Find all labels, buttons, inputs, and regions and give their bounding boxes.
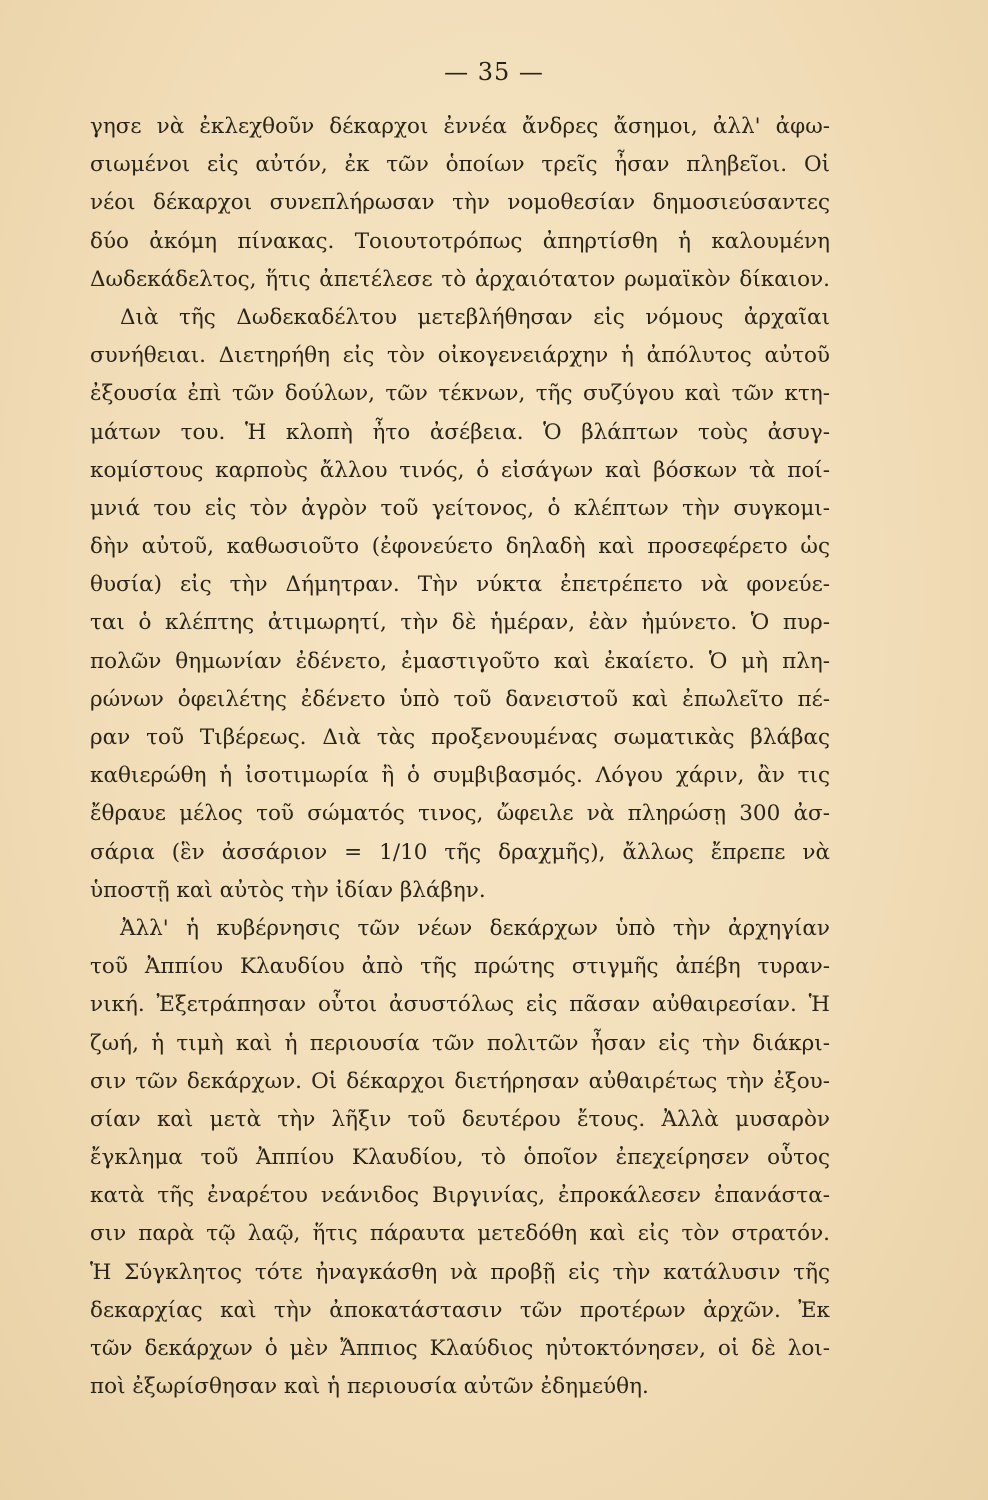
text-line: πολῶν θημωνίαν ἐδένετο, ἐμαστιγοῦτο καὶ ἐκαίετο. Ὁ μὴ πλη- — [90, 648, 830, 674]
text-line: σίαν καὶ μετὰ τὴν λῆξιν τοῦ δευτέρου ἔτους. Ἀλλὰ μυσαρὸν — [90, 1106, 830, 1132]
text-line: νέοι δέκαρχοι συνεπλήρωσαν τὴν νομοθεσίαν δημοσιεύσαντες — [90, 190, 830, 216]
text-line: μάτων του. Ἡ κλοπὴ ἦτο ἀσέβεια. Ὁ βλάπτων τοὺς ἀσυγ- — [90, 419, 830, 445]
text-line: σιν παρὰ τῷ λαῷ, ἥτις πάραυτα μετεδόθη καὶ εἰς τὸν στρατόν. — [90, 1221, 830, 1247]
text-line: Ἡ Σύγκλητος τότε ἠναγκάσθη νὰ προβῇ εἰς τὴν κατάλυσιν τῆς — [90, 1259, 830, 1285]
text-line: ἔγκλημα τοῦ Ἀππίου Κλαυδίου, τὸ ὁποῖον ἐπεχείρησεν οὗτος — [90, 1145, 830, 1171]
text-line: ὑποστῇ καὶ αὐτὸς τὴν ἰδίαν βλάβην. — [90, 877, 486, 903]
text-line: καθιερώθη ἡ ἰσοτιμωρία ἢ ὁ συμβιβασμός. Λόγου χάριν, ἂν τις — [90, 763, 830, 789]
text-line: γησε νὰ ἐκλεχθοῦν δέκαρχοι ἐννέα ἄνδρες ἄσημοι, ἀλλ' ἀφω- — [90, 114, 830, 139]
text-line: θυσία) εἰς τὴν Δήμητραν. Τὴν νύκτα ἐπετρέπετο νὰ φονεύε- — [90, 572, 830, 598]
text-line: σάρια (ἓν ἀσσάριον = 1/10 τῆς δραχμῆς), ἄλλως ἔπρεπε νὰ — [90, 839, 830, 865]
text-line: ται ὁ κλέπτης ἀτιμωρητί, τὴν δὲ ἡμέραν, ἐὰν ἠμύνετο. Ὁ πυρ- — [90, 610, 830, 636]
text-line: ἔθραυε μέλος τοῦ σώματός τινος, ὤφειλε νὰ πληρώσῃ 300 ἀσ- — [90, 801, 830, 827]
text-line: Δωδεκάδελτος, ἥτις ἀπετέλεσε τὸ ἀρχαιότατον ρωμαϊκὸν δίκαιον. — [90, 266, 830, 292]
text-line: ρώνων ὀφειλέτης ἐδένετο ὑπὸ τοῦ δανειστοῦ καὶ ἐπωλεῖτο πέ- — [90, 686, 830, 712]
text-line: ζωή, ἡ τιμὴ καὶ ἡ περιουσία τῶν πολιτῶν ἦσαν εἰς τὴν διάκρι- — [90, 1030, 830, 1056]
text-line: σιν τῶν δεκάρχων. Οἱ δέκαρχοι διετήρησαν αὐθαιρέτως τὴν ἐξου- — [90, 1068, 830, 1094]
text-line: νική. Ἐξετράπησαν οὗτοι ἀσυστόλως εἰς πᾶσαν αὐθαιρεσίαν. Ἡ — [90, 992, 830, 1018]
text-line: κομίστους καρποὺς ἄλλου τινός, ὁ εἰσάγων καὶ βόσκων τὰ ποί- — [90, 457, 830, 483]
page-number: — 35 — — [444, 58, 544, 86]
text-line: δὴν αὐτοῦ, καθωσιοῦτο (ἐφονεύετο δηλαδὴ καὶ προσεφέρετο ὡς — [90, 534, 830, 560]
text-line: δύο ἀκόμη πίνακας. Τοιουτοτρόπως ἀπηρτίσθη ἡ καλουμένη — [90, 228, 830, 254]
text-line: τοῦ Ἀππίου Κλαυδίου ἀπὸ τῆς πρώτης στιγμῆς ἀπέβη τυραν- — [90, 954, 830, 980]
text-line: ἐξουσία ἐπὶ τῶν δούλων, τῶν τέκνων, τῆς συζύγου καὶ τῶν κτη- — [90, 381, 830, 407]
text-line: συνήθειαι. Διετηρήθη εἰς τὸν οἰκογενειάρχην ἡ ἀπόλυτος αὐτοῦ — [90, 343, 830, 369]
text-line: μνιά του εἰς τὸν ἀγρὸν τοῦ γείτονος, ὁ κλέπτων τὴν συγκομι- — [90, 495, 830, 521]
text-line: Διὰ τῆς Δωδεκαδέλτου μετεβλήθησαν εἰς νόμους ἀρχαῖαι — [120, 304, 830, 330]
text-line: κατὰ τῆς ἐναρέτου νεάνιδος Βιργινίας, ἐπροκάλεσεν ἐπανάστα- — [90, 1183, 830, 1209]
text-line: Ἀλλ' ἡ κυβέρνησις τῶν νέων δεκάρχων ὑπὸ τὴν ἀρχηγίαν — [120, 915, 830, 941]
body-text — [90, 108, 830, 1406]
text-line: ποὶ ἐξωρίσθησαν καὶ ἡ περιουσία αὐτῶν ἐδημεύθη. — [90, 1374, 649, 1400]
text-line: σιωμένοι εἰς αὐτόν, ἐκ τῶν ὁποίων τρεῖς ἦσαν πληβεῖοι. Οἱ — [90, 152, 830, 178]
text-line: δεκαρχίας καὶ τὴν ἀποκατάστασιν τῶν προτέρων ἀρχῶν. Ἐκ — [90, 1297, 830, 1323]
text-line: ραν τοῦ Τιβέρεως. Διὰ τὰς προξενουμένας σωματικὰς βλάβας — [90, 725, 830, 750]
text-line: τῶν δεκάρχων ὁ μὲν Ἄππιος Κλαύδιος ηὐτοκτόνησεν, οἱ δὲ λοι- — [90, 1336, 830, 1361]
